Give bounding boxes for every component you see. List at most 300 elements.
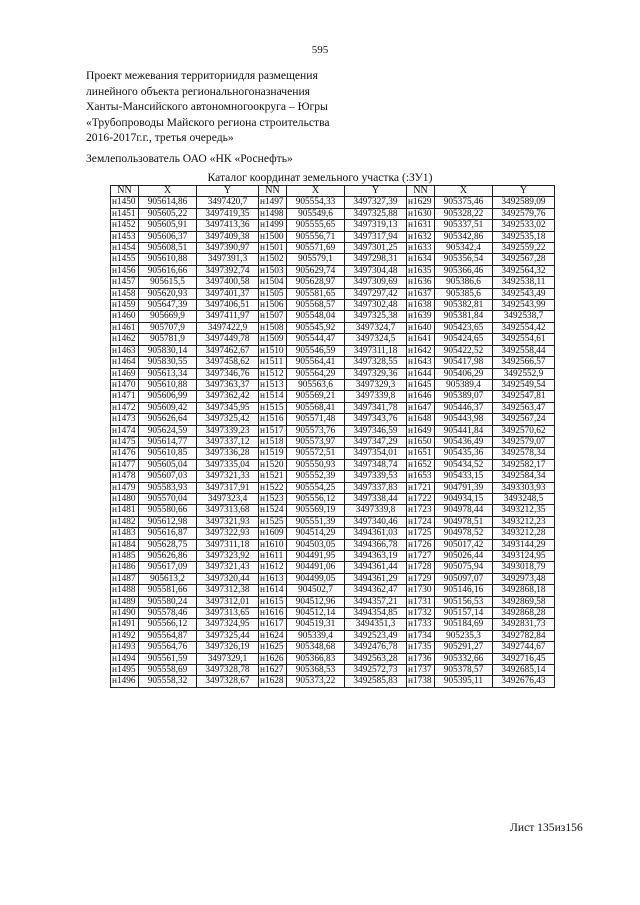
y-coordinate-cell: 3494357,21 <box>345 596 407 607</box>
table-row <box>111 254 555 265</box>
x-coordinate-cell: 905386,6 <box>435 277 493 288</box>
y-coordinate-cell: 3497298,31 <box>345 254 407 265</box>
x-coordinate-cell: 905342,4 <box>435 243 493 254</box>
x-coordinate-cell: 905613,2 <box>139 573 197 584</box>
table-row <box>111 630 555 641</box>
y-coordinate-cell: 3497339,8 <box>345 391 407 402</box>
y-coordinate-cell: 3497449,78 <box>197 334 259 345</box>
table-row <box>111 505 555 516</box>
y-coordinate-cell: 3497343,76 <box>345 414 407 425</box>
y-coordinate-cell: 3497420,7 <box>197 197 259 208</box>
point-number-cell: н1642 <box>407 345 435 356</box>
point-number-cell: н1499 <box>259 220 287 231</box>
x-coordinate-cell: 905435,36 <box>435 448 493 459</box>
x-coordinate-cell: 905368,53 <box>287 665 345 676</box>
y-coordinate-cell: 3497390,97 <box>197 243 259 254</box>
table-row <box>111 345 555 356</box>
point-number-cell: н1452 <box>111 220 139 231</box>
y-coordinate-cell: 3497419,35 <box>197 208 259 219</box>
point-number-cell: н1488 <box>111 585 139 596</box>
y-coordinate-cell: 3497345,95 <box>197 402 259 413</box>
y-coordinate-cell: 3497321,93 <box>197 516 259 527</box>
point-number-cell: н1516 <box>259 414 287 425</box>
x-coordinate-cell: 905558,69 <box>139 665 197 676</box>
table-row <box>111 642 555 653</box>
y-coordinate-cell: 3497313,65 <box>197 608 259 619</box>
y-coordinate-cell: 3492570,62 <box>493 425 555 436</box>
y-coordinate-cell: 3492869,58 <box>493 596 555 607</box>
y-coordinate-cell: 3497311,18 <box>345 345 407 356</box>
point-number-cell: н1519 <box>259 448 287 459</box>
y-coordinate-cell: 3492676,43 <box>493 676 555 687</box>
x-coordinate-cell: 904499,05 <box>287 573 345 584</box>
x-coordinate-cell: 905434,52 <box>435 459 493 470</box>
table-row <box>111 425 555 436</box>
y-coordinate-cell: 3497338,44 <box>345 493 407 504</box>
y-coordinate-cell: 3492538,7 <box>493 311 555 322</box>
x-coordinate-cell: 905366,46 <box>435 265 493 276</box>
y-coordinate-cell: 3493248,5 <box>493 493 555 504</box>
table-row <box>111 436 555 447</box>
y-coordinate-cell: 3492547,81 <box>493 391 555 402</box>
y-coordinate-cell: 3492578,34 <box>493 448 555 459</box>
y-coordinate-cell: 3497313,68 <box>197 505 259 516</box>
x-coordinate-cell: 905617,09 <box>139 562 197 573</box>
column-header-y: Y <box>345 186 407 197</box>
table-row <box>111 562 555 573</box>
y-coordinate-cell: 3497302,48 <box>345 300 407 311</box>
y-coordinate-cell: 3497328,67 <box>197 676 259 687</box>
header-line: Проект межевания территориидля размещения <box>86 69 318 82</box>
column-header-x: X <box>139 186 197 197</box>
x-coordinate-cell: 905417,98 <box>435 357 493 368</box>
y-coordinate-cell: 3497317,91 <box>197 482 259 493</box>
y-coordinate-cell: 3497406,51 <box>197 300 259 311</box>
x-coordinate-cell: 905356,54 <box>435 254 493 265</box>
x-coordinate-cell: 905669,9 <box>139 311 197 322</box>
point-number-cell: н1517 <box>259 425 287 436</box>
point-number-cell: н1456 <box>111 265 139 276</box>
y-coordinate-cell: 3497309,69 <box>345 277 407 288</box>
point-number-cell: н1522 <box>259 482 287 493</box>
y-coordinate-cell: 3493018,79 <box>493 562 555 573</box>
table-row <box>111 676 555 687</box>
sheet-number: Лист 135из156 <box>510 821 583 834</box>
point-number-cell: н1635 <box>407 265 435 276</box>
y-coordinate-cell: 3492716,45 <box>493 653 555 664</box>
table-row <box>111 459 555 470</box>
y-coordinate-cell: 3493303,93 <box>493 482 555 493</box>
point-number-cell: н1494 <box>111 653 139 664</box>
x-coordinate-cell: 904512,14 <box>287 608 345 619</box>
x-coordinate-cell: 905610,88 <box>139 379 197 390</box>
column-header-y: Y <box>197 186 259 197</box>
x-coordinate-cell: 905581,65 <box>287 288 345 299</box>
table-row <box>111 311 555 322</box>
x-coordinate-cell: 905385,6 <box>435 288 493 299</box>
y-coordinate-cell: 3492572,73 <box>345 665 407 676</box>
point-number-cell: н1459 <box>111 300 139 311</box>
x-coordinate-cell: 905556,71 <box>287 231 345 242</box>
point-number-cell: н1496 <box>111 676 139 687</box>
point-number-cell: н1614 <box>259 585 287 596</box>
y-coordinate-cell: 3497400,58 <box>197 277 259 288</box>
table-row <box>111 265 555 276</box>
point-number-cell: н1634 <box>407 254 435 265</box>
header-line: «Трубопроводы Майского региона строительства <box>86 115 330 129</box>
x-coordinate-cell: 905609,42 <box>139 402 197 413</box>
x-coordinate-cell: 905610,88 <box>139 254 197 265</box>
point-number-cell: н1495 <box>111 665 139 676</box>
point-number-cell: н1505 <box>259 288 287 299</box>
point-number-cell: н1464 <box>111 357 139 368</box>
x-coordinate-cell: 905550,93 <box>287 459 345 470</box>
table-row <box>111 288 555 299</box>
point-number-cell: н1487 <box>111 573 139 584</box>
point-number-cell: н1637 <box>407 288 435 299</box>
point-number-cell: н1629 <box>407 197 435 208</box>
point-number-cell: н1646 <box>407 391 435 402</box>
y-coordinate-cell: 3494366,78 <box>345 539 407 550</box>
x-coordinate-cell: 905556,12 <box>287 493 345 504</box>
x-coordinate-cell: 905564,76 <box>139 642 197 653</box>
y-coordinate-cell: 3497336,28 <box>197 448 259 459</box>
x-coordinate-cell: 905348,68 <box>287 642 345 653</box>
point-number-cell: н1735 <box>407 642 435 653</box>
document-header <box>86 68 556 167</box>
y-coordinate-cell: 3497411,97 <box>197 311 259 322</box>
point-number-cell: н1626 <box>259 653 287 664</box>
column-header-x: X <box>435 186 493 197</box>
y-coordinate-cell: 3497324,95 <box>197 619 259 630</box>
y-coordinate-cell: 3497354,01 <box>345 448 407 459</box>
x-coordinate-cell: 905332,66 <box>435 653 493 664</box>
point-number-cell: н1469 <box>111 368 139 379</box>
point-number-cell: н1732 <box>407 608 435 619</box>
y-coordinate-cell: 3497409,38 <box>197 231 259 242</box>
y-coordinate-cell: 3492564,32 <box>493 265 555 276</box>
y-coordinate-cell: 3492543,99 <box>493 300 555 311</box>
x-coordinate-cell: 905607,03 <box>139 471 197 482</box>
y-coordinate-cell: 3497337,12 <box>197 436 259 447</box>
point-number-cell: н1639 <box>407 311 435 322</box>
x-coordinate-cell: 904491,06 <box>287 562 345 573</box>
y-coordinate-cell: 3492558,44 <box>493 345 555 356</box>
y-coordinate-cell: 3497312,01 <box>197 596 259 607</box>
point-number-cell: н1523 <box>259 493 287 504</box>
point-number-cell: н1476 <box>111 448 139 459</box>
x-coordinate-cell: 905570,04 <box>139 493 197 504</box>
point-number-cell: н1731 <box>407 596 435 607</box>
y-coordinate-cell: 3497347,29 <box>345 436 407 447</box>
y-coordinate-cell: 3497341,78 <box>345 402 407 413</box>
x-coordinate-cell: 905554,33 <box>287 197 345 208</box>
x-coordinate-cell: 904502,7 <box>287 585 345 596</box>
point-number-cell: н1483 <box>111 528 139 539</box>
point-number-cell: н1631 <box>407 220 435 231</box>
point-number-cell: н1478 <box>111 471 139 482</box>
point-number-cell: н1450 <box>111 197 139 208</box>
y-coordinate-cell: 3497391,3 <box>197 254 259 265</box>
x-coordinate-cell: 905446,37 <box>435 402 493 413</box>
point-number-cell: н1477 <box>111 459 139 470</box>
y-coordinate-cell: 3492685,14 <box>493 665 555 676</box>
x-coordinate-cell: 905781,9 <box>139 334 197 345</box>
coordinates-table <box>110 185 555 688</box>
point-number-cell: н1725 <box>407 528 435 539</box>
x-coordinate-cell: 905382,81 <box>435 300 493 311</box>
point-number-cell: н1733 <box>407 619 435 630</box>
y-coordinate-cell: 3497301,25 <box>345 243 407 254</box>
x-coordinate-cell: 905628,75 <box>139 539 197 550</box>
point-number-cell: н1643 <box>407 357 435 368</box>
table-row <box>111 448 555 459</box>
y-coordinate-cell: 3492533,02 <box>493 220 555 231</box>
y-coordinate-cell: 3492549,54 <box>493 379 555 390</box>
y-coordinate-cell: 3493212,23 <box>493 516 555 527</box>
y-coordinate-cell: 3497462,67 <box>197 345 259 356</box>
x-coordinate-cell: 905605,91 <box>139 220 197 231</box>
y-coordinate-cell: 3492535,18 <box>493 231 555 242</box>
x-coordinate-cell: 905580,66 <box>139 505 197 516</box>
x-coordinate-cell: 905551,39 <box>287 516 345 527</box>
point-number-cell: н1624 <box>259 630 287 641</box>
x-coordinate-cell: 905624,59 <box>139 425 197 436</box>
point-number-cell: н1610 <box>259 539 287 550</box>
point-number-cell: н1724 <box>407 516 435 527</box>
x-coordinate-cell: 905342,86 <box>435 231 493 242</box>
x-coordinate-cell: 905156,53 <box>435 596 493 607</box>
x-coordinate-cell: 905433,15 <box>435 471 493 482</box>
table-row <box>111 493 555 504</box>
y-coordinate-cell: 3492523,49 <box>345 630 407 641</box>
point-number-cell: н1612 <box>259 562 287 573</box>
x-coordinate-cell: 905564,29 <box>287 368 345 379</box>
y-coordinate-cell: 3497323,92 <box>197 551 259 562</box>
point-number-cell: н1472 <box>111 402 139 413</box>
point-number-cell: н1500 <box>259 231 287 242</box>
x-coordinate-cell: 905830,14 <box>139 345 197 356</box>
point-number-cell: н1649 <box>407 425 435 436</box>
point-number-cell: н1511 <box>259 357 287 368</box>
x-coordinate-cell: 904934,15 <box>435 493 493 504</box>
y-coordinate-cell: 3497324,7 <box>345 322 407 333</box>
y-coordinate-cell: 3492579,76 <box>493 208 555 219</box>
x-coordinate-cell: 905017,42 <box>435 539 493 550</box>
y-coordinate-cell: 3492589,09 <box>493 197 555 208</box>
x-coordinate-cell: 905571,48 <box>287 414 345 425</box>
x-coordinate-cell: 905615,5 <box>139 277 197 288</box>
point-number-cell: н1462 <box>111 334 139 345</box>
y-coordinate-cell: 3492563,47 <box>493 402 555 413</box>
y-coordinate-cell: 3492585,83 <box>345 676 407 687</box>
table-row <box>111 585 555 596</box>
point-number-cell: н1493 <box>111 642 139 653</box>
x-coordinate-cell: 905406,29 <box>435 368 493 379</box>
x-coordinate-cell: 905291,27 <box>435 642 493 653</box>
table-row <box>111 414 555 425</box>
x-coordinate-cell: 905339,4 <box>287 630 345 641</box>
x-coordinate-cell: 905620,93 <box>139 288 197 299</box>
header-line: 2016-2017г.г., третья очередь» <box>86 131 234 145</box>
x-coordinate-cell: 904514,29 <box>287 528 345 539</box>
x-coordinate-cell: 905606,99 <box>139 391 197 402</box>
y-coordinate-cell: 3497325,42 <box>197 414 259 425</box>
point-number-cell: н1461 <box>111 322 139 333</box>
table-row <box>111 357 555 368</box>
x-coordinate-cell: 905571,69 <box>287 243 345 254</box>
x-coordinate-cell: 904791,39 <box>435 482 493 493</box>
x-coordinate-cell: 905097,07 <box>435 573 493 584</box>
table-row <box>111 528 555 539</box>
x-coordinate-cell: 905580,24 <box>139 596 197 607</box>
x-coordinate-cell: 905564,41 <box>287 357 345 368</box>
y-coordinate-cell: 3497321,43 <box>197 562 259 573</box>
x-coordinate-cell: 905337,51 <box>435 220 493 231</box>
y-coordinate-cell: 3493212,28 <box>493 528 555 539</box>
point-number-cell: н1644 <box>407 368 435 379</box>
y-coordinate-cell: 3497339,53 <box>345 471 407 482</box>
y-coordinate-cell: 3497323,4 <box>197 493 259 504</box>
point-number-cell: н1498 <box>259 208 287 219</box>
y-coordinate-cell: 3497304,48 <box>345 265 407 276</box>
table-row <box>111 619 555 630</box>
y-coordinate-cell: 3497337,83 <box>345 482 407 493</box>
x-coordinate-cell: 905610,85 <box>139 448 197 459</box>
point-number-cell: н1633 <box>407 243 435 254</box>
point-number-cell: н1502 <box>259 254 287 265</box>
point-number-cell: н1509 <box>259 334 287 345</box>
point-number-cell: н1632 <box>407 231 435 242</box>
y-coordinate-cell: 3493144,29 <box>493 539 555 550</box>
x-coordinate-cell: 905629,74 <box>287 265 345 276</box>
table-row <box>111 300 555 311</box>
y-coordinate-cell: 3497339,23 <box>197 425 259 436</box>
y-coordinate-cell: 3497329,3 <box>345 379 407 390</box>
x-coordinate-cell: 905583,93 <box>139 482 197 493</box>
point-number-cell: н1453 <box>111 231 139 242</box>
x-coordinate-cell: 905443,98 <box>435 414 493 425</box>
table-row <box>111 322 555 333</box>
point-number-cell: н1484 <box>111 539 139 550</box>
y-coordinate-cell: 3497346,76 <box>197 368 259 379</box>
x-coordinate-cell: 905424,65 <box>435 334 493 345</box>
point-number-cell: н1611 <box>259 551 287 562</box>
x-coordinate-cell: 905381,84 <box>435 311 493 322</box>
y-coordinate-cell: 3492582,17 <box>493 459 555 470</box>
point-number-cell: н1486 <box>111 562 139 573</box>
point-number-cell: н1506 <box>259 300 287 311</box>
y-coordinate-cell: 3494354,85 <box>345 608 407 619</box>
column-header-nn: NN <box>111 186 139 197</box>
y-coordinate-cell: 3497422,9 <box>197 322 259 333</box>
y-coordinate-cell: 3497326,19 <box>197 642 259 653</box>
point-number-cell: н1616 <box>259 608 287 619</box>
point-number-cell: н1613 <box>259 573 287 584</box>
y-coordinate-cell: 3497311,18 <box>197 539 259 550</box>
point-number-cell: н1489 <box>111 596 139 607</box>
point-number-cell: н1727 <box>407 551 435 562</box>
point-number-cell: н1503 <box>259 265 287 276</box>
point-number-cell: н1641 <box>407 334 435 345</box>
point-number-cell: н1736 <box>407 653 435 664</box>
column-header-x: X <box>287 186 345 197</box>
y-coordinate-cell: 3497325,38 <box>345 311 407 322</box>
x-coordinate-cell: 905606,37 <box>139 231 197 242</box>
y-coordinate-cell: 3492566,57 <box>493 357 555 368</box>
table-row <box>111 220 555 231</box>
table-row <box>111 539 555 550</box>
y-coordinate-cell: 3497339,8 <box>345 505 407 516</box>
x-coordinate-cell: 904512,96 <box>287 596 345 607</box>
x-coordinate-cell: 905436,49 <box>435 436 493 447</box>
x-coordinate-cell: 905548,04 <box>287 311 345 322</box>
x-coordinate-cell: 905561,59 <box>139 653 197 664</box>
y-coordinate-cell: 3492554,61 <box>493 334 555 345</box>
x-coordinate-cell: 905605,22 <box>139 208 197 219</box>
point-number-cell: н1721 <box>407 482 435 493</box>
point-number-cell: н1627 <box>259 665 287 676</box>
point-number-cell: н1628 <box>259 676 287 687</box>
x-coordinate-cell: 904519,31 <box>287 619 345 630</box>
x-coordinate-cell: 905626,64 <box>139 414 197 425</box>
x-coordinate-cell: 905628,97 <box>287 277 345 288</box>
x-coordinate-cell: 905707,9 <box>139 322 197 333</box>
y-coordinate-cell: 3492831,73 <box>493 619 555 630</box>
point-number-cell: н1651 <box>407 448 435 459</box>
x-coordinate-cell: 905573,97 <box>287 436 345 447</box>
y-coordinate-cell: 3492559,22 <box>493 243 555 254</box>
x-coordinate-cell: 905389,4 <box>435 379 493 390</box>
point-number-cell: н1454 <box>111 243 139 254</box>
column-header-nn: NN <box>407 186 435 197</box>
point-number-cell: н1510 <box>259 345 287 356</box>
y-coordinate-cell: 3494363,19 <box>345 551 407 562</box>
x-coordinate-cell: 905605,04 <box>139 459 197 470</box>
x-coordinate-cell: 905422,52 <box>435 345 493 356</box>
y-coordinate-cell: 3497312,38 <box>197 585 259 596</box>
point-number-cell: н1518 <box>259 436 287 447</box>
header-line: Ханты-Мансийского автономногоокруга – Югры <box>86 100 328 114</box>
y-coordinate-cell: 3492579,07 <box>493 436 555 447</box>
point-number-cell: н1524 <box>259 505 287 516</box>
x-coordinate-cell: 905830,55 <box>139 357 197 368</box>
y-coordinate-cell: 3494361,44 <box>345 562 407 573</box>
x-coordinate-cell: 904978,52 <box>435 528 493 539</box>
y-coordinate-cell: 3492744,67 <box>493 642 555 653</box>
y-coordinate-cell: 3497317,94 <box>345 231 407 242</box>
y-coordinate-cell: 3493212,35 <box>493 505 555 516</box>
y-coordinate-cell: 3494351,3 <box>345 619 407 630</box>
table-row <box>111 208 555 219</box>
y-coordinate-cell: 3494362,47 <box>345 585 407 596</box>
table-row <box>111 197 555 208</box>
point-number-cell: н1723 <box>407 505 435 516</box>
point-number-cell: н1640 <box>407 322 435 333</box>
x-coordinate-cell: 905563,6 <box>287 379 345 390</box>
point-number-cell: н1501 <box>259 243 287 254</box>
x-coordinate-cell: 905366,83 <box>287 653 345 664</box>
point-number-cell: н1482 <box>111 516 139 527</box>
point-number-cell: н1492 <box>111 630 139 641</box>
x-coordinate-cell: 905573,76 <box>287 425 345 436</box>
x-coordinate-cell: 904978,44 <box>435 505 493 516</box>
y-coordinate-cell: 3497328,55 <box>345 357 407 368</box>
x-coordinate-cell: 905616,87 <box>139 528 197 539</box>
y-coordinate-cell: 3492543,49 <box>493 288 555 299</box>
x-coordinate-cell: 905558,32 <box>139 676 197 687</box>
x-coordinate-cell: 904503,05 <box>287 539 345 550</box>
